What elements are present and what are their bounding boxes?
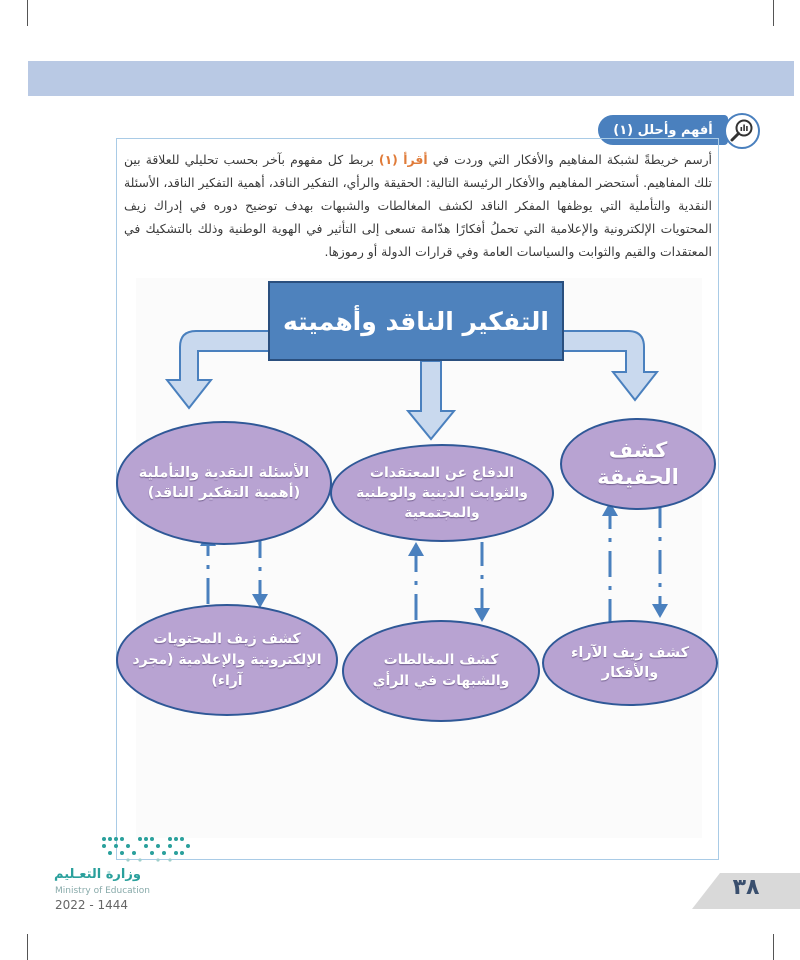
arrow-to-questions [167, 331, 270, 408]
instructions-highlight: أقرأ (١) [378, 152, 428, 167]
diagram-title: التفكير الناقد وأهميته [268, 281, 564, 361]
arrowhead-down-middle [474, 608, 490, 622]
instructions-part1: أرسم خريطةً لشبكة المفاهيم والأفكار التي وردت في [427, 152, 712, 167]
node-critical-questions: الأسئلة النقدية والتأملية (أهمية التفكير الناقد) [116, 421, 332, 545]
node-fake-opinions: كشف زيف الآراء والأفكار [542, 620, 718, 706]
ministry-name-arabic: وزارة التعـليم [54, 867, 141, 882]
edition-year: 2022 - 1444 [55, 898, 129, 912]
ministry-name-english: Ministry of Education [55, 886, 150, 896]
instructions-part2: بربط كل مفهوم بآخر بحسب تحليلي للعلاقة بين تلك المفاهيم. أستحضر المفاهيم والأفكار الرئيسة التالية: الحقيقة والرأي، التفكير الناقد، أهمية التفكير الناقد، الأسئلة النقدية والتأملية التي يوظفها المفكر الناقد لكشف المغالطات والشبهات بهدف توضيح دوره في إدراك زيف المحتويات الإلكترونية والإعلامية التي تحملُ أفكارًا هدّامة تسعى إلى التأثير في الهوية الوطنية وذلك بالتشكيك في المعتقدات والقيم والثوابت والسياسات العامة وفي قرارات الدولة أو رموزها. [124, 152, 712, 259]
node-defense: الدفاع عن المعتقدات والثوابت الدينية والوطنية والمجتمعية [330, 444, 554, 542]
arrowhead-up-middle [408, 542, 424, 556]
section-badge: أفهم وأحلل (١) [598, 115, 728, 145]
node-truth: كشف الحقيقة [560, 418, 716, 510]
arrow-to-defense [408, 361, 454, 439]
arrowhead-down-right [652, 604, 668, 618]
node-fake-content: كشف زيف المحتويات الإلكترونية والإعلامية (مجرد آراء) [116, 604, 338, 716]
arrow-to-truth [562, 331, 657, 400]
node-fallacies: كشف المغالطات والشبهات في الرأي [342, 620, 540, 722]
ministry-logo [100, 834, 192, 864]
page-number: ٣٨ [732, 875, 760, 900]
